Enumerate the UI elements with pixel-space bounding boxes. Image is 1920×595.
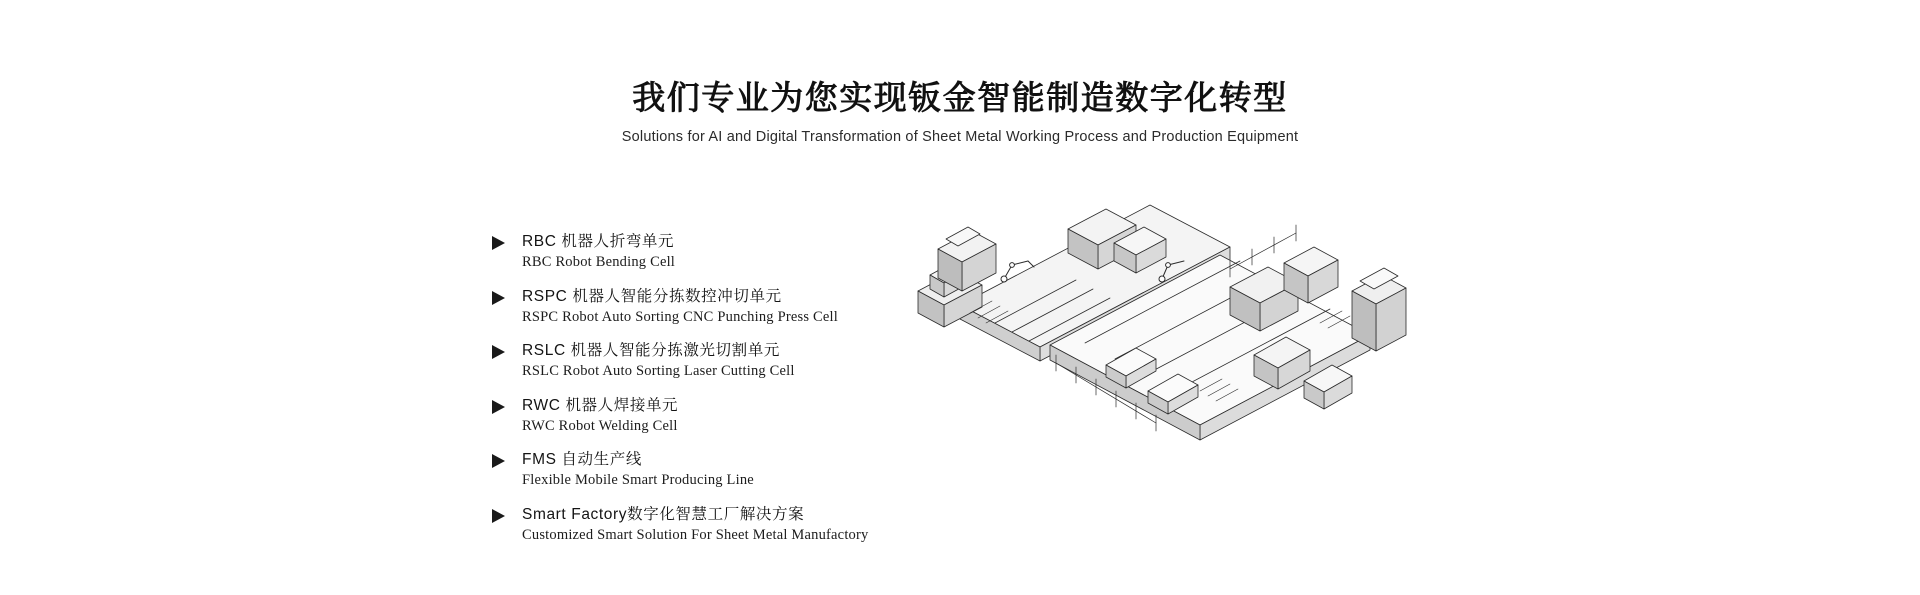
feature-label-cn: RBC 机器人折弯单元 — [522, 233, 675, 250]
triangle-right-icon — [492, 345, 505, 359]
feature-label-cn: Smart Factory数字化智慧工厂解决方案 — [522, 505, 805, 523]
feature-label-cn: RSPC 机器人智能分拣数控冲切单元 — [522, 287, 782, 305]
feature-label-en: Flexible Mobile Smart Producing Line — [522, 472, 754, 489]
feature-label-en: RBC Robot Bending Cell — [522, 254, 676, 271]
page-title-cn: 我们专业为您实现钣金智能制造数字化转型 — [632, 79, 1288, 116]
feature-label-en: RSLC Robot Auto Sorting Laser Cutting Cell — [522, 363, 795, 380]
list-item — [492, 232, 912, 272]
triangle-right-icon — [492, 400, 505, 414]
feature-label-en: RWC Robot Welding Cell — [522, 417, 678, 434]
triangle-right-icon — [492, 509, 505, 523]
heading-block — [0, 78, 1920, 145]
list-item — [492, 341, 912, 381]
feature-label-cn: RSLC 机器人智能分拣激光切割单元 — [522, 342, 780, 359]
list-item — [492, 287, 912, 327]
triangle-right-icon — [492, 291, 505, 305]
list-item — [492, 505, 912, 545]
triangle-right-icon — [492, 454, 505, 468]
triangle-right-icon — [492, 236, 505, 250]
feature-label-en: Customized Smart Solution For Sheet Metal Manufactory — [522, 526, 869, 543]
list-item — [492, 450, 912, 490]
page-subtitle-en: Solutions for AI and Digital Transformation of Sheet Metal Working Process and Production Equipment — [621, 128, 1299, 145]
feature-label-cn: FMS 自动生产线 — [522, 451, 642, 468]
list-item — [492, 396, 912, 436]
factory-line-illustration — [900, 195, 1440, 455]
feature-label-en: RSPC Robot Auto Sorting CNC Punching Press Cell — [522, 308, 838, 325]
feature-label-cn: RWC 机器人焊接单元 — [522, 396, 679, 414]
feature-list — [492, 232, 912, 544]
